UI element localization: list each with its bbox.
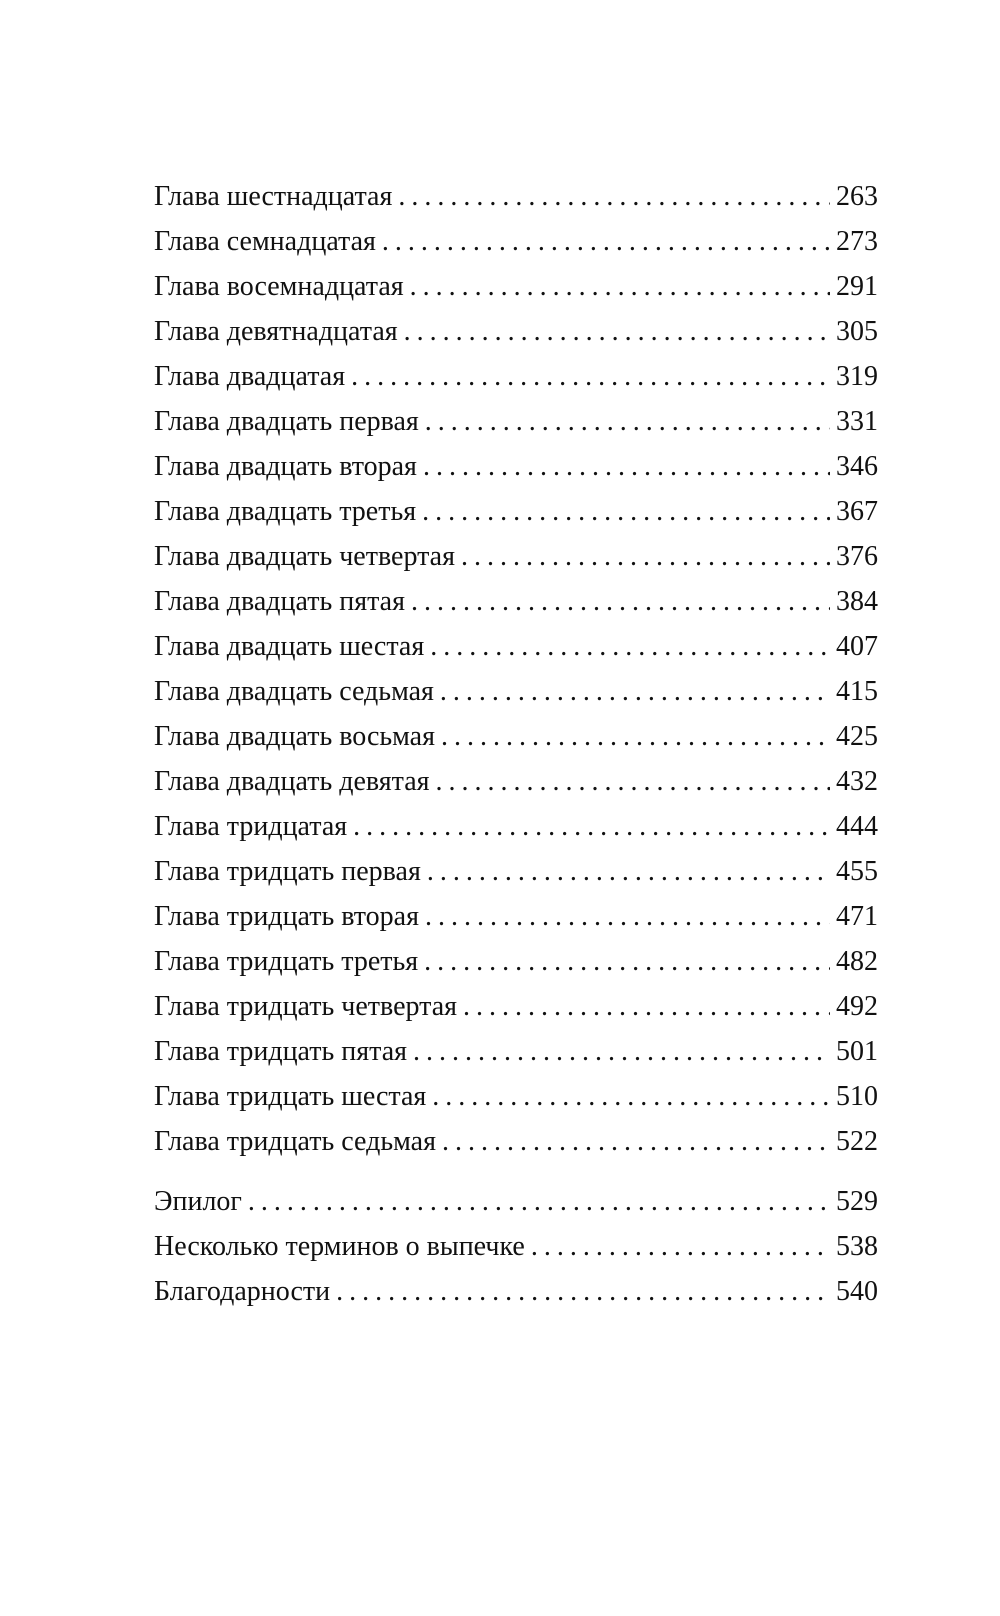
toc-entry[interactable] xyxy=(154,399,878,444)
entry-title: Глава двадцать восьмая xyxy=(154,721,435,752)
entry-page-number: 455 xyxy=(836,856,878,887)
toc-entry[interactable] xyxy=(154,534,878,579)
toc-entry[interactable] xyxy=(154,669,878,714)
entry-title: Глава двадцать пятая xyxy=(154,586,405,617)
entry-page-number: 407 xyxy=(836,631,878,662)
toc-back-matter-group xyxy=(154,1179,878,1314)
toc-entry[interactable] xyxy=(154,264,878,309)
entry-title: Глава двадцать шестая xyxy=(154,631,425,662)
toc-entry[interactable] xyxy=(154,624,878,669)
toc-entry[interactable] xyxy=(154,984,878,1029)
entry-page-number: 425 xyxy=(836,721,878,752)
dot-leader xyxy=(432,1074,830,1119)
entry-title: Глава тридцатая xyxy=(154,811,348,842)
entry-page-number: 529 xyxy=(836,1186,878,1217)
entry-page-number: 319 xyxy=(836,361,878,392)
entry-page-number: 538 xyxy=(836,1231,878,1262)
entry-title: Глава двадцать вторая xyxy=(154,451,417,482)
toc-chapters-group xyxy=(154,174,878,1164)
toc-entry[interactable] xyxy=(154,714,878,759)
toc-entry[interactable] xyxy=(154,1074,878,1119)
toc-entry-epilogue[interactable] xyxy=(154,1179,878,1224)
toc-entry-glossary[interactable] xyxy=(154,1224,878,1269)
entry-title: Глава двадцать седьмая xyxy=(154,676,434,707)
entry-page-number: 510 xyxy=(836,1081,878,1112)
entry-title: Глава тридцать третья xyxy=(154,946,419,977)
toc-entry[interactable] xyxy=(154,489,878,534)
entry-title: Глава девятнадцатая xyxy=(154,316,398,347)
entry-title: Несколько терминов о выпечке xyxy=(154,1231,525,1262)
entry-page-number: 522 xyxy=(836,1126,878,1157)
toc-entry[interactable] xyxy=(154,894,878,939)
table-of-contents xyxy=(154,174,878,1314)
dot-leader xyxy=(413,1029,830,1074)
entry-page-number: 415 xyxy=(836,676,878,707)
dot-leader xyxy=(398,174,830,219)
toc-entry[interactable] xyxy=(154,849,878,894)
entry-title: Глава тридцать шестая xyxy=(154,1081,427,1112)
toc-entry-acknowledgements[interactable] xyxy=(154,1269,878,1314)
dot-leader xyxy=(427,849,830,894)
entry-page-number: 540 xyxy=(836,1276,878,1307)
dot-leader xyxy=(336,1269,830,1314)
dot-leader xyxy=(411,579,830,624)
entry-page-number: 263 xyxy=(836,181,878,212)
toc-entry[interactable] xyxy=(154,1029,878,1074)
toc-entry[interactable] xyxy=(154,804,878,849)
entry-title: Глава тридцать седьмая xyxy=(154,1126,436,1157)
entry-title: Благодарности xyxy=(154,1276,331,1307)
entry-page-number: 501 xyxy=(836,1036,878,1067)
dot-leader xyxy=(531,1224,830,1269)
dot-leader xyxy=(351,354,830,399)
toc-entry[interactable] xyxy=(154,1119,878,1164)
dot-leader xyxy=(382,219,830,264)
toc-entry[interactable] xyxy=(154,759,878,804)
entry-page-number: 305 xyxy=(836,316,878,347)
dot-leader xyxy=(436,759,830,804)
entry-page-number: 492 xyxy=(836,991,878,1022)
entry-page-number: 384 xyxy=(836,586,878,617)
dot-leader xyxy=(423,444,830,489)
dot-leader xyxy=(461,534,830,579)
dot-leader xyxy=(404,309,830,354)
entry-page-number: 331 xyxy=(836,406,878,437)
dot-leader xyxy=(425,894,830,939)
toc-entry[interactable] xyxy=(154,579,878,624)
entry-page-number: 376 xyxy=(836,541,878,572)
entry-page-number: 291 xyxy=(836,271,878,302)
dot-leader xyxy=(440,669,830,714)
dot-leader xyxy=(441,714,830,759)
entry-page-number: 273 xyxy=(836,226,878,257)
entry-title: Глава двадцать первая xyxy=(154,406,419,437)
entry-title: Глава двадцать третья xyxy=(154,496,417,527)
entry-title: Глава тридцать пятая xyxy=(154,1036,408,1067)
toc-entry[interactable] xyxy=(154,174,878,219)
toc-entry[interactable] xyxy=(154,219,878,264)
dot-leader xyxy=(410,264,830,309)
entry-title: Глава двадцатая xyxy=(154,361,346,392)
entry-page-number: 482 xyxy=(836,946,878,977)
dot-leader xyxy=(425,399,830,444)
dot-leader xyxy=(248,1179,830,1224)
dot-leader xyxy=(442,1119,830,1164)
entry-page-number: 346 xyxy=(836,451,878,482)
entry-title: Глава семнадцатая xyxy=(154,226,376,257)
dot-leader xyxy=(353,804,830,849)
entry-page-number: 471 xyxy=(836,901,878,932)
toc-entry[interactable] xyxy=(154,444,878,489)
toc-entry[interactable] xyxy=(154,309,878,354)
entry-title: Глава двадцать девятая xyxy=(154,766,430,797)
entry-title: Глава восемнадцатая xyxy=(154,271,404,302)
toc-entry[interactable] xyxy=(154,939,878,984)
dot-leader xyxy=(430,624,830,669)
entry-title: Глава шестнадцатая xyxy=(154,181,393,212)
entry-title: Глава тридцать четвертая xyxy=(154,991,458,1022)
entry-title: Глава тридцать первая xyxy=(154,856,421,887)
entry-title: Глава двадцать четвертая xyxy=(154,541,455,572)
dot-leader xyxy=(422,489,830,534)
entry-page-number: 432 xyxy=(836,766,878,797)
toc-entry[interactable] xyxy=(154,354,878,399)
dot-leader xyxy=(424,939,830,984)
entry-page-number: 367 xyxy=(836,496,878,527)
entry-title: Глава тридцать вторая xyxy=(154,901,419,932)
entry-page-number: 444 xyxy=(836,811,878,842)
entry-title: Эпилог xyxy=(154,1186,242,1217)
dot-leader xyxy=(463,984,830,1029)
